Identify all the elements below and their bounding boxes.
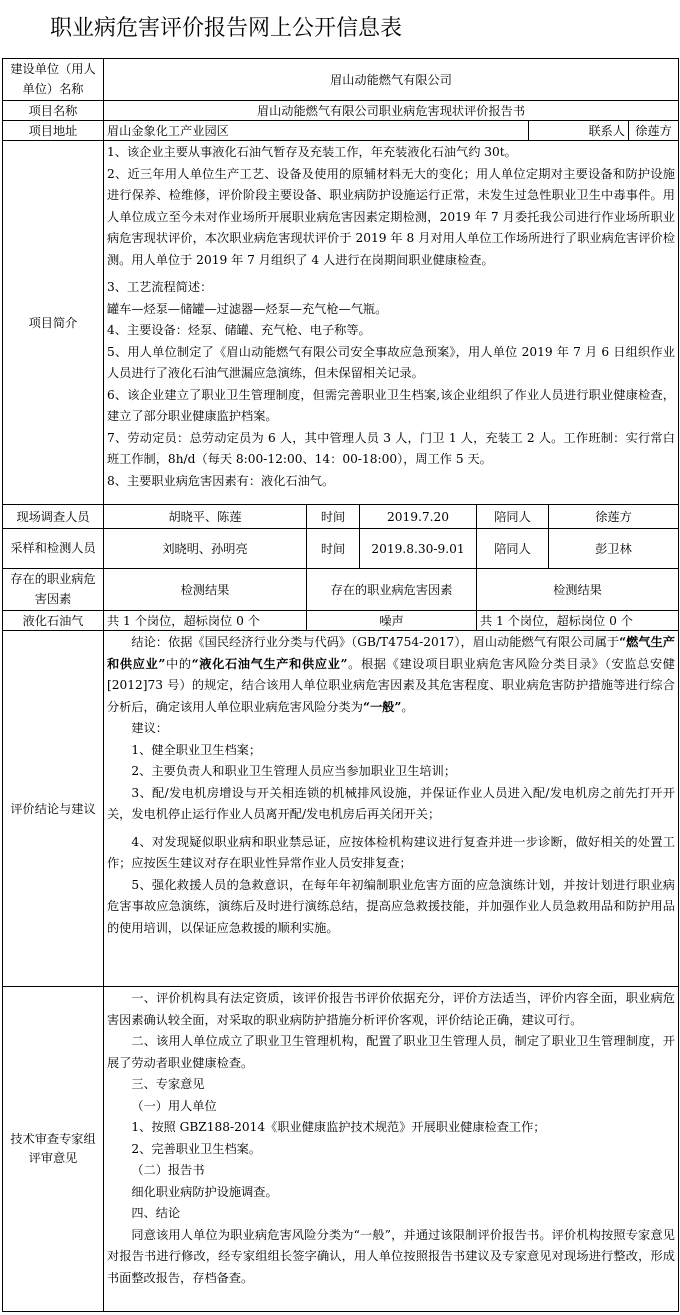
survey-time-label: 时间 xyxy=(307,505,360,529)
unit-row xyxy=(3,59,679,101)
review-9: 四、结论 xyxy=(131,1206,181,1220)
suggestion-1: 1、健全职业卫生档案； xyxy=(131,742,262,757)
review-8: 细化职业病防护设施调查。 xyxy=(131,1184,278,1199)
sampling-escort-label: 陪同人 xyxy=(477,529,549,569)
suggestion-4: 4、对发现疑似职业病和职业禁忌证，应按体检机构建议进行复查并进一步诊断，做好相关的处置工作；应按医生建议对存在职业性异常作业人员安排复查； xyxy=(107,834,675,870)
intro-p8: 7、劳动定员：总劳动定员为 6 人，其中管理人员 3 人，门卫 1 人，充装工 2 人。工作班制：实行常白班工作制，8h/d（每天 8:00-12:00、14：00-18:00），周工作 5 天。 xyxy=(107,430,675,466)
intro-p6: 5、用人单位制定了《眉山动能燃气有限公司安全事故应急预案》，用人单位 2019 年 7 月 6 日组织作业人员进行了液化石油气泄漏应急演练，但未保留相关记录。 xyxy=(107,344,675,380)
survey-escort-label: 陪同人 xyxy=(477,505,549,529)
review-row xyxy=(3,987,679,1312)
intro-label: 项目简介 xyxy=(3,141,104,505)
sampling-people: 刘晓明、孙明亮 xyxy=(104,529,307,569)
unit-label: 建设单位（用人单位）名称 xyxy=(3,59,104,101)
review-2: 二、该用人单位成立了职业卫生管理机构，配置了职业卫生管理人员，制定了职业卫生管理制度，开展了劳动者职业健康检查。 xyxy=(107,1034,675,1070)
conclusion-text-g: 。 xyxy=(401,699,414,714)
survey-row xyxy=(3,505,679,529)
suggestion-heading: 建议： xyxy=(131,721,168,735)
conclusion-subindustry: “液化石油气生产和供应业” xyxy=(191,656,348,671)
project-address-value: 眉山金象化工产业园区 xyxy=(104,121,529,141)
intro-p3: 3、工艺流程简述： xyxy=(107,280,213,294)
intro-p5: 4、主要设备：烃泵、储罐、充气枪、电子称等。 xyxy=(107,323,371,337)
conclusion-text-c: 中的 xyxy=(165,656,192,671)
intro-p2: 2、近三年用人单位生产工艺、设备及使用的原辅材料无大的变化；用人单位定期对主要设备和防护设施进行保养、检维修，评价阶段主要设备、职业病防护设施运行正常，未发生过急性职业卫生中毒事件。用人单位成立至今未对作业场所开展职业病危害因素定期检测，2019 年 7 月委托我公司进行作业场所职业病危害现状评价，本次职业病危害现状评价于 2019 年 8 月对用人单位工作场所进行了职业病危害评价检测。用人单位于 2019 年 7 月组织了 4 人进行在岗期间职业健康检查。 xyxy=(107,166,675,267)
conclusion-text-a: 结论：依据《国民经济行业分类与代码》（GB/T4754-2017），眉山动能燃气有限公司属于 xyxy=(131,635,620,649)
conclusion-industry: “燃气生产和供应业” xyxy=(107,635,675,671)
conclusion-content xyxy=(104,631,679,987)
suggestion-2: 2、主要负责人和职业卫生管理人员应当参加职业卫生培训； xyxy=(131,764,457,778)
intro-p9: 8、主要职业病危害因素有：液化石油气。 xyxy=(107,473,335,488)
project-name-value: 眉山动能燃气有限公司职业病危害现状评价报告书 xyxy=(104,101,679,121)
info-table xyxy=(2,58,679,1312)
intro-row xyxy=(3,141,679,505)
hazards-col3: 存在的职业病危害因素 xyxy=(307,569,477,611)
conclusion-paragraph xyxy=(107,632,675,718)
sampling-row xyxy=(3,529,679,569)
sampling-escort: 彭卫林 xyxy=(549,529,679,569)
review-label: 技术审查专家组评审意见 xyxy=(3,987,104,1312)
review-4: （一）用人单位 xyxy=(131,1098,217,1113)
hazard-factor-2: 噪声 xyxy=(307,611,477,631)
project-address-row xyxy=(3,121,679,141)
intro-p1: 1、该企业主要从事液化石油气暂存及充装工作，年充装液化石油气约 30t。 xyxy=(107,145,517,159)
survey-label: 现场调查人员 xyxy=(3,505,104,529)
review-7: （二）报告书 xyxy=(131,1163,205,1177)
sampling-time: 2019.8.30-9.01 xyxy=(360,529,477,569)
survey-escort: 徐莲方 xyxy=(549,505,679,529)
project-address-label: 项目地址 xyxy=(3,121,104,141)
conclusion-text-e: 。根据《建设项目职业病危害风险分类目录》（安监总安健[2012]73 号）的规定，结合该用人单位职业病危害因素及其危害程度、职业病危害防护措施等进行综合分析后，确定该用人单位职业病危害风险分类为 xyxy=(107,656,675,714)
sampling-time-label: 时间 xyxy=(307,529,360,569)
page-title: 职业病危害评价报告网上公开信息表 xyxy=(50,16,403,41)
conclusion-label: 评价结论与建议 xyxy=(3,631,104,987)
review-3: 三、专家意见 xyxy=(131,1077,205,1091)
project-name-row xyxy=(3,101,679,121)
hazards-col2: 检测结果 xyxy=(104,569,307,611)
survey-time: 2019.7.20 xyxy=(360,505,477,529)
unit-value: 眉山动能燃气有限公司 xyxy=(104,59,679,101)
suggestion-3: 3、配/发电机房增设与开关相连锁的机械排风设施，并保证作业人员进入配/发电机房之前先打开开关，发电机停止运行作业人员离开配/发电机房后再关闭开关； xyxy=(107,785,675,821)
intro-content xyxy=(104,141,679,505)
conclusion-row xyxy=(3,631,679,987)
suggestion-5: 5、强化救援人员的急救意识，在每年年初编制职业危害方面的应急演练计划，并按计划进行职业病危害事故应急演练，演练后及时进行演练总结，提高应急救援技能，并加强作业人员急救用品和防护用品的使用培训，以保证应急救援的顺利实施。 xyxy=(107,877,675,935)
project-name-label: 项目名称 xyxy=(3,101,104,121)
hazard-result-1: 共 1 个岗位，超标岗位 0 个 xyxy=(104,611,307,631)
review-10: 同意该用人单位为职业病危害风险分类为“一般”，并通过该限制评价报告书。评价机构按照专家意见对报告书进行修改，经专家组组长签字确认，用人单位按照报告书建议及专家意见对现场进行整改，形成书面整改报告，存档备查。 xyxy=(107,1227,675,1285)
review-5: 1、按照 GBZ188-2014《职业健康监护技术规范》开展职业健康检查工作； xyxy=(131,1120,546,1134)
review-content xyxy=(104,987,679,1312)
hazards-col4: 检测结果 xyxy=(477,569,679,611)
review-6: 2、完善职业卫生档案。 xyxy=(131,1141,262,1156)
intro-p4: 罐车—烃泵—储罐—过滤器—烃泵—充气枪—气瓶。 xyxy=(107,301,388,316)
conclusion-risk-class: “一般” xyxy=(362,699,402,714)
intro-p7: 6、该企业建立了职业卫生管理制度，但需完善职业卫生档案,该企业组织了作业人员进行职业健康检查，建立了部分职业健康监护档案。 xyxy=(107,387,675,423)
contact-value: 徐莲方 xyxy=(629,121,679,141)
contact-label: 联系人 xyxy=(529,121,629,141)
hazard-result-2: 共 1 个岗位，超标岗位 0 个 xyxy=(477,611,679,631)
hazards-header-row xyxy=(3,569,679,611)
hazards-data-row xyxy=(3,611,679,631)
sampling-label: 采样和检测人员 xyxy=(3,529,104,569)
hazards-col1: 存在的职业病危害因素 xyxy=(3,569,104,611)
review-1: 一、评价机构具有法定资质，该评价报告书评价依据充分，评价方法适当，评价内容全面，职业病危害因素确认较全面，对采取的职业病防护措施分析评价客观，评价结论正确，建议可行。 xyxy=(107,991,675,1027)
hazard-factor-1: 液化石油气 xyxy=(3,611,104,631)
survey-people: 胡晓平、陈莲 xyxy=(104,505,307,529)
